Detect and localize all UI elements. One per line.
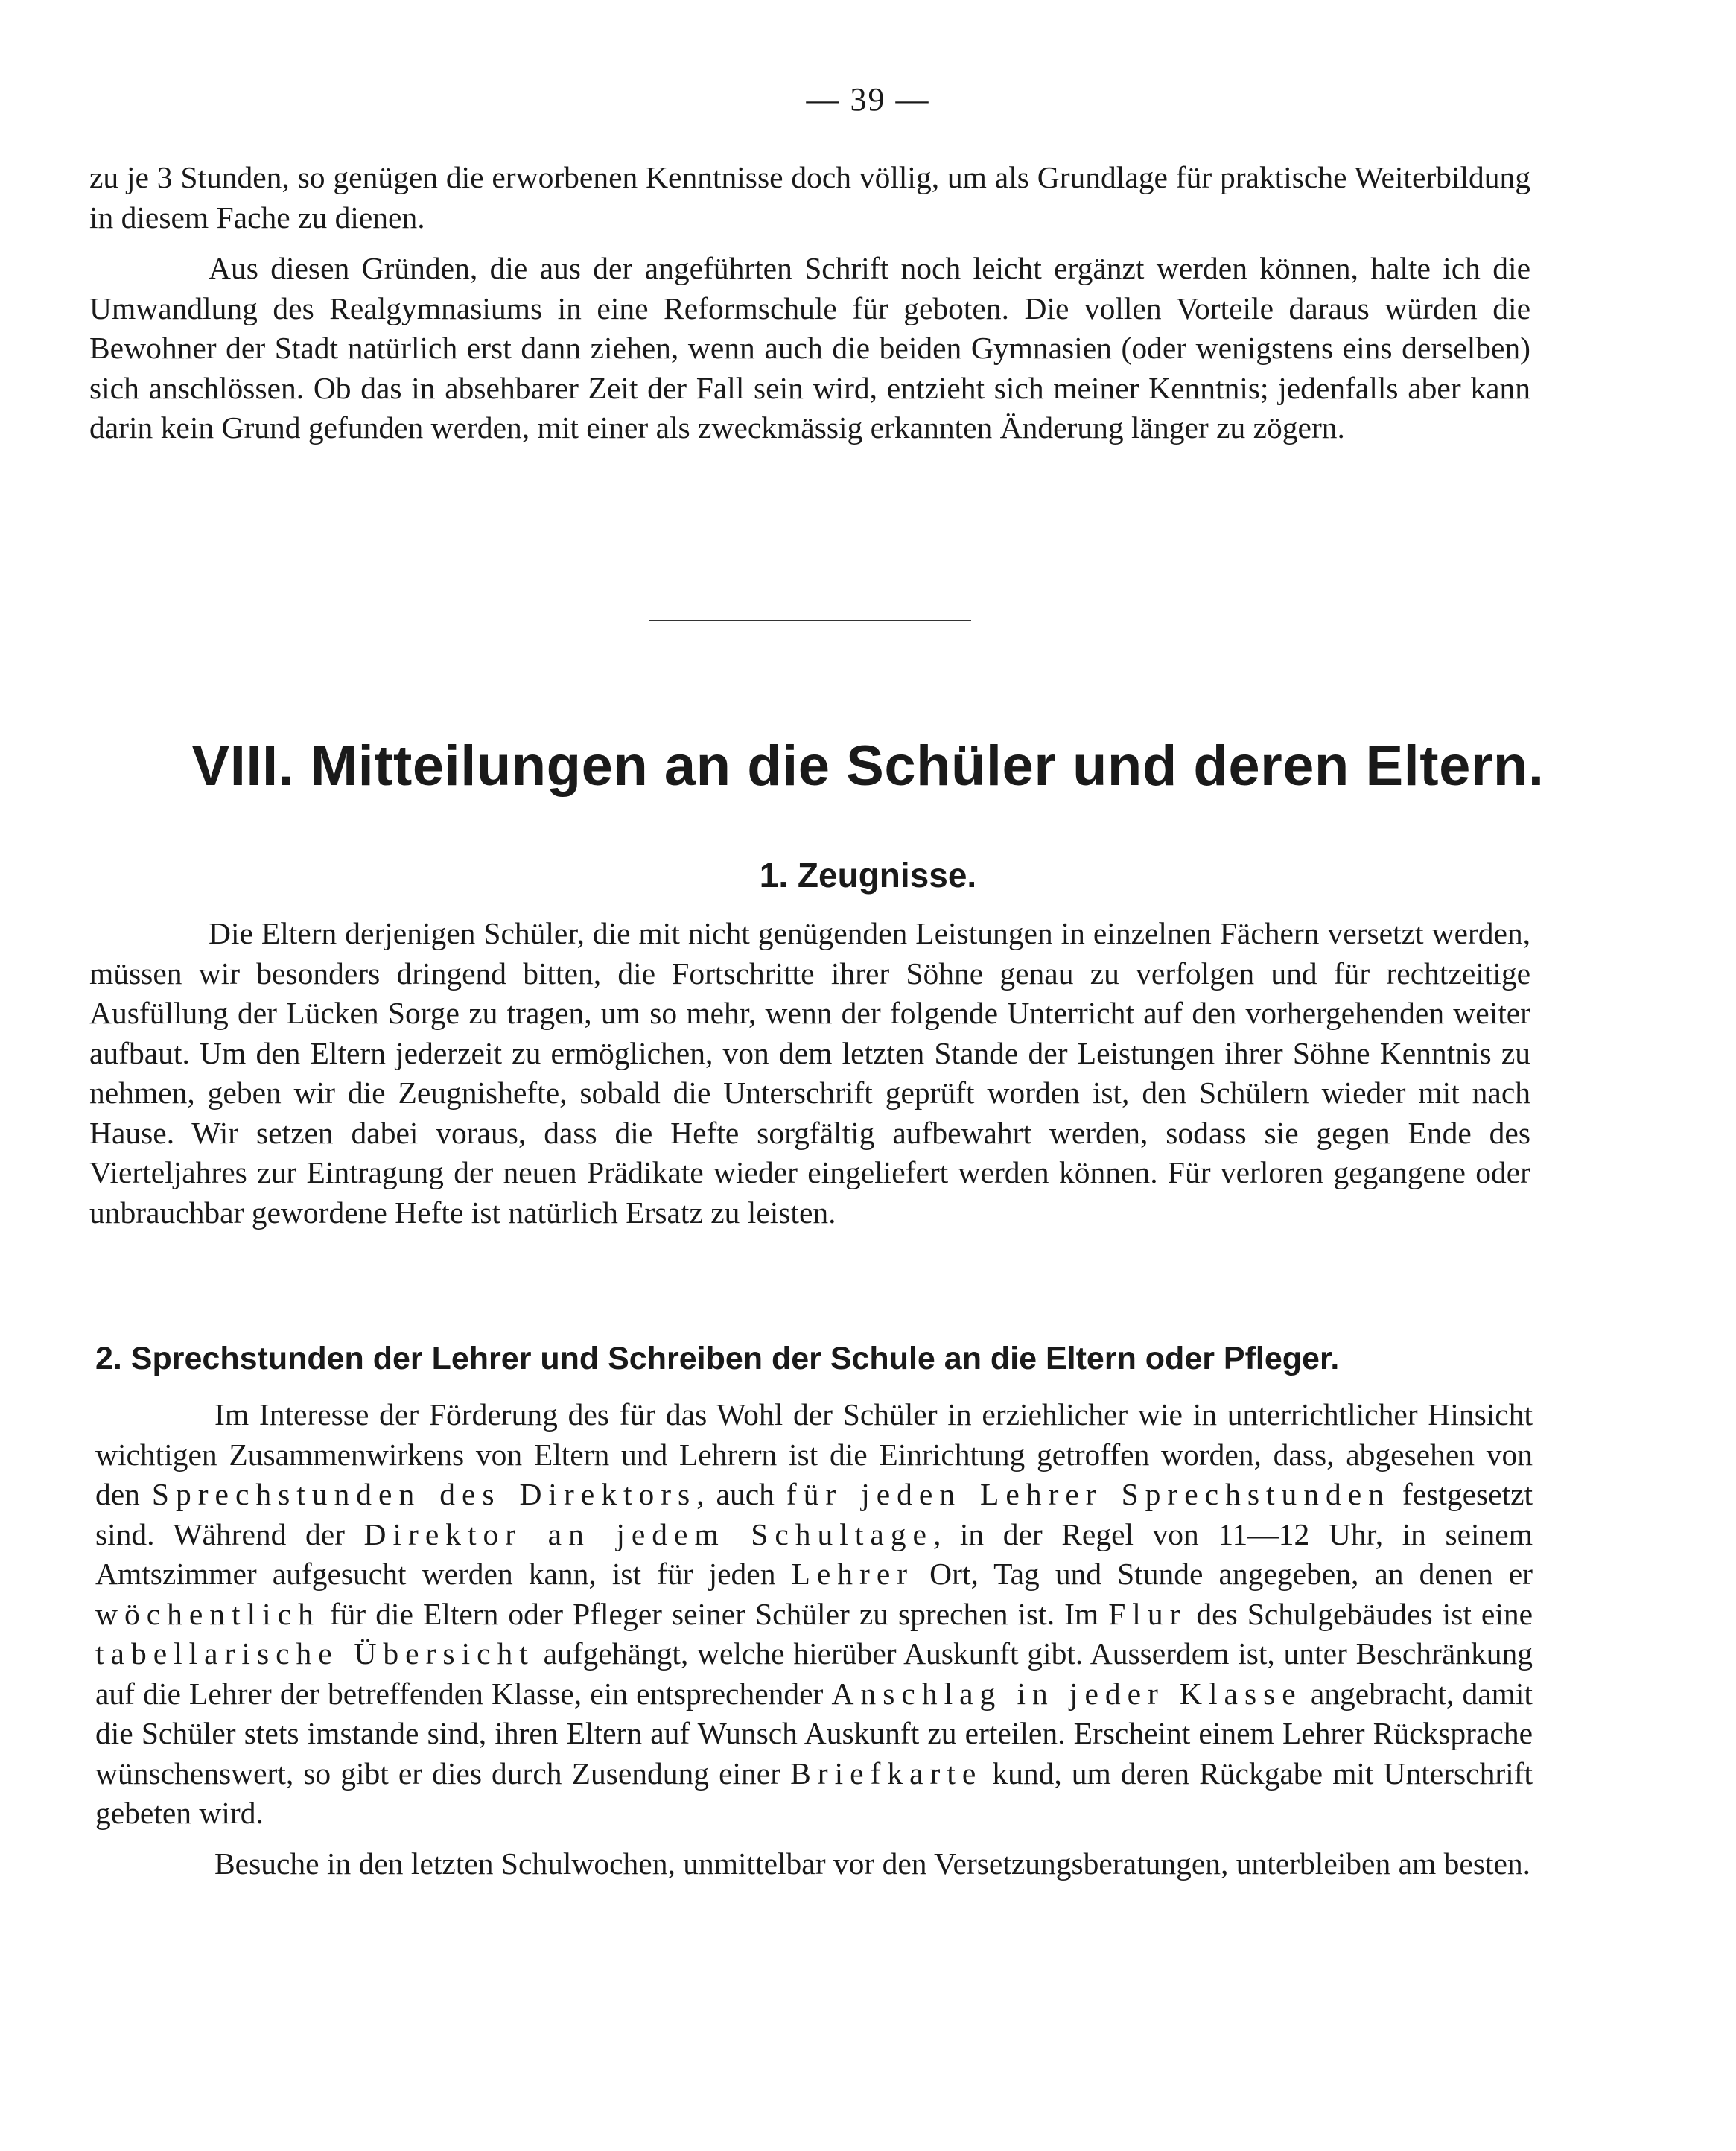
spaced-term: Briefkarte (790, 1756, 983, 1791)
zeugnisse-paragraph: Die Eltern derjenigen Schüler, die mit nicht genügenden Leistungen in einzelnen Fächern versetzt werden, müssen wir besonders dringend bitten, die Fortschritte ihrer Söhne genau zu verfolgen und für rechtzeitige Ausfüllung der Lücken Sorge zu tragen, um so mehr, wenn der folgende Unterricht auf den vorhergehenden weiter aufbaut. Um den Eltern jederzeit zu ermöglichen, von dem letzten Stande der Leistungen ihrer Söhne Kenntnis zu nehmen, geben wir die Zeugnishefte, sobald die Unterschrift geprüft worden ist, den Schülern wieder mit nach Hause. Wir setzen dabei voraus, dass die Hefte sorgfältig aufbewahrt werden, sodass sie gegen Ende des Vierteljahres zur Eintragung der neuen Prädikate wieder eingeliefert werden können. Für verloren gegangene oder unbrauchbar gewordene Hefte ist natürlich Ersatz zu leisten. (89, 916, 1530, 1230)
intro-paragraph-2: Aus diesen Gründen, die aus der angeführten Schrift noch leicht ergänzt werden können, halte ich die Umwandlung des Realgymnasiums in eine Reformschule für geboten. Die vollen Vorteile daraus würden die Bewohner der Stadt natürlich erst dann ziehen, wenn auch die beiden Gymnasien (oder wenigstens eins derselben) sich anschlössen. Ob das in absehbarer Zeit der Fall sein wird, entzieht sich meiner Kenntnis; jedenfalls aber kann darin kein Grund gefunden werden, mit einer als zweckmässig erkannten Änderung länger zu zögern. (89, 251, 1530, 445)
spaced-term: für jeden Lehrer Sprechstunden (786, 1477, 1390, 1511)
text-run: angebracht, damit die Schüler stets imstande sind, ihren Eltern auf Wunsch Auskunft zu erteilen. Erscheint einem Lehrer Rücksprache wünschenswert, so gibt er dies durch Zusendung einer (95, 1676, 1533, 1791)
text-run: kund, um deren Rückgabe mit Unterschrift gebeten wird. (95, 1756, 1533, 1830)
intro-text (89, 158, 1530, 448)
spaced-term: tabellarische Übersicht (95, 1636, 535, 1671)
text-run: aufgehängt, welche hierüber Auskunft gibt. Ausserdem ist, unter Beschränkung auf die Lehrer der betreffenden Klasse, ein entsprechender (95, 1636, 1533, 1711)
text-run: festgesetzt sind. Während der (95, 1477, 1533, 1551)
spaced-term: Anschlag in jeder Klasse (831, 1676, 1303, 1711)
text-run: Ort, Tag und Stunde angegeben, an denen er (929, 1557, 1533, 1591)
spaced-term: Sprechstunden des Direktors (151, 1477, 697, 1511)
page-number: — 39 — (806, 81, 930, 118)
text-run: für die Eltern oder Pfleger seiner Schüler zu sprechen ist. Im (329, 1596, 1099, 1631)
subsection-title-sprechstunden: 2. Sprechstunden der Lehrer und Schreiben der Schule an die Eltern oder Pfleger. (95, 1341, 1340, 1376)
sprechstunden-text (95, 1395, 1533, 1884)
spaced-term: Direktor an jedem Schultage (363, 1516, 933, 1551)
text-run: des Schulgebäudes ist eine (1196, 1596, 1533, 1631)
text-run: Im Interesse der Förderung des für das Wohl der Schüler in erziehlicher wie in unterrichtlicher Hinsicht wichtigen Zusammenwirkens von Eltern und Lehrern ist die Einrichtung getroffen worden, dass, abgesehen von den (95, 1397, 1533, 1511)
intro-paragraph-1: zu je 3 Stunden, so genügen die erworbenen Kenntnisse doch völlig, um als Grundlage für praktische Weiterbildung in diesem Fache zu dienen. (89, 160, 1530, 235)
section-title: VIII. Mitteilungen an die Schüler und deren Eltern. (191, 734, 1545, 798)
spaced-term: Flur (1108, 1596, 1187, 1631)
zeugnisse-text (89, 914, 1530, 1233)
text-run: , auch (696, 1477, 775, 1511)
text-run: , in der Regel von 11—12 Uhr, in seinem Amtszimmer aufgesucht werden kann, ist für jeden (95, 1516, 1533, 1591)
section-divider (649, 620, 971, 621)
sprechstunden-paragraph-1 (95, 1395, 1533, 1834)
spaced-term: wöchentlich (95, 1596, 320, 1631)
subsection-title-zeugnisse: 1. Zeugnisse. (759, 856, 977, 895)
sprechstunden-paragraph-2: Besuche in den letzten Schulwochen, unmittelbar vor den Versetzungsberatungen, unterbleiben am besten. (214, 1846, 1531, 1881)
spaced-term: Lehrer (791, 1557, 915, 1591)
